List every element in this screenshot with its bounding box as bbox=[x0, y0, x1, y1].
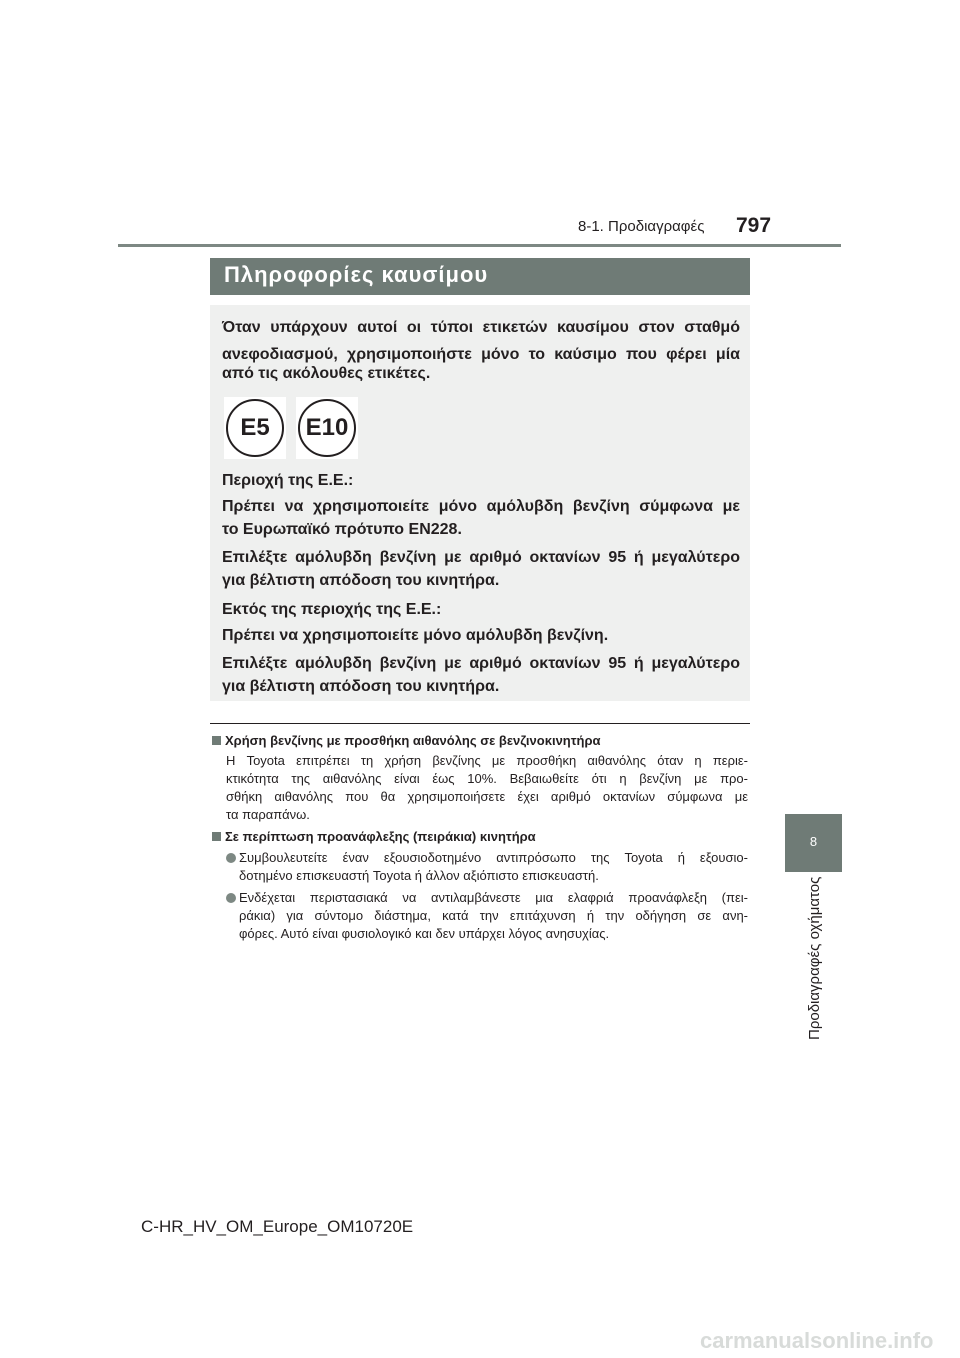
fuel-label-e10-icon bbox=[296, 397, 358, 459]
intro-line-3: από τις ακόλουθες ετικέτες. bbox=[222, 365, 431, 382]
fuel-label-e5-icon bbox=[224, 397, 286, 459]
intro-line-1: Όταν υπάρχουν αυτοί οι τύποι ετικετών καυσίμου στον σταθμό bbox=[222, 319, 740, 336]
eu-octane-line-2: για βέλτιστη απόδοση του κινητήρα. bbox=[222, 572, 500, 589]
section-title: Πληροφορίες καυσίμου bbox=[224, 262, 489, 287]
non-eu-octane-line-1: Επιλέξτε αμόλυβδη βενζίνη με αριθμό οκτανίων 95 ή μεγαλύτερο bbox=[222, 655, 740, 672]
non-eu-heading: Εκτός της περιοχής της Ε.Ε.: bbox=[222, 601, 442, 618]
fuel-label-e10-text: E10 bbox=[298, 399, 356, 457]
eu-heading: Περιοχή της Ε.Ε.: bbox=[222, 472, 354, 489]
chapter-tab bbox=[785, 814, 842, 872]
note-knocking-bullet-2-line-2: ράκια) για σύντομο διάστημα, κατά την επιτάχυνση ή την οδήγηση σε ανη- bbox=[239, 908, 748, 923]
note-heading-ethanol bbox=[212, 733, 601, 748]
eu-requirement-line-1: Πρέπει να χρησιμοποιείτε μόνο αμόλυβδη βενζίνη σύμφωνα με bbox=[222, 498, 740, 515]
eu-requirement-line-2: το Ευρωπαϊκό πρότυπο EN228. bbox=[222, 521, 462, 538]
note-knocking-bullet-2-line-1: Ενδέχεται περιστασιακά να αντιλαμβάνεστε μια ελαφριά προανάφλεξη (πει- bbox=[239, 890, 748, 905]
non-eu-octane-line-2: για βέλτιστη απόδοση του κινητήρα. bbox=[222, 678, 500, 695]
intro-line-2: ανεφοδιασμού, χρησιμοποιήστε μόνο το καύσιμο που φέρει μία bbox=[222, 346, 740, 363]
note-heading-knocking-text: Σε περίπτωση προανάφλεξης (πειράκια) κινητήρα bbox=[225, 829, 536, 844]
square-bullet-icon bbox=[212, 832, 221, 841]
section-title-band bbox=[210, 258, 750, 295]
non-eu-requirement: Πρέπει να χρησιμοποιείτε μόνο αμόλυβδη βενζίνη. bbox=[222, 627, 609, 644]
footer-document-code: C-HR_HV_OM_Europe_OM10720E bbox=[141, 1217, 414, 1236]
square-bullet-icon bbox=[212, 736, 221, 745]
chapter-side-title bbox=[785, 872, 842, 1042]
chapter-side-title-text: Προδιαγραφές οχήματος bbox=[806, 876, 823, 1040]
fuel-label-icons bbox=[224, 397, 364, 459]
watermark: carmanualsonline.info bbox=[700, 1328, 934, 1353]
note-heading-ethanol-text: Χρήση βενζίνης με προσθήκη αιθανόλης σε βενζινοκινητήρα bbox=[225, 733, 601, 748]
header-divider bbox=[118, 244, 841, 247]
header-section-title: 8-1. Προδιαγραφές bbox=[578, 218, 705, 235]
round-bullet-icon bbox=[226, 893, 236, 903]
eu-octane-line-1: Επιλέξτε αμόλυβδη βενζίνη με αριθμό οκτανίων 95 ή μεγαλύτερο bbox=[222, 549, 740, 566]
note-ethanol-line-3: σθήκη αιθανόλης που θα χρησιμοποιήσετε έχει αριθμό οκτανίων σύμφωνα με bbox=[226, 789, 748, 804]
chapter-number: 8 bbox=[809, 834, 818, 849]
note-heading-knocking bbox=[212, 829, 536, 844]
notes-divider bbox=[210, 723, 750, 724]
note-ethanol-line-2: κτικότητα της αιθανόλης είναι έως 10%. Βεβαιωθείτε ότι η βενζίνη με προ- bbox=[226, 771, 748, 786]
note-knocking-bullet-2-line-3: φόρες. Αυτό είναι φυσιολογικό και δεν υπάρχει λόγος ανησυχίας. bbox=[239, 926, 610, 941]
note-knocking-bullet-1-line-1: Συμβουλευτείτε έναν εξουσιοδοτημένο αντιπρόσωπο της Toyota ή εξουσιο- bbox=[239, 850, 748, 865]
round-bullet-icon bbox=[226, 853, 236, 863]
note-ethanol-line-4: τα παραπάνω. bbox=[226, 807, 310, 822]
note-knocking-bullet-1-line-2: δοτημένο επισκευαστή Toyota ή άλλον αξιόπιστο επισκευαστή. bbox=[239, 868, 599, 883]
fuel-info-box bbox=[210, 305, 750, 701]
note-ethanol-line-1: Η Toyota επιτρέπει τη χρήση βενζίνης με προσθήκη αιθανόλης όταν η περιε- bbox=[226, 753, 748, 768]
fuel-label-e5-text: E5 bbox=[226, 399, 284, 457]
page-number: 797 bbox=[736, 214, 772, 237]
